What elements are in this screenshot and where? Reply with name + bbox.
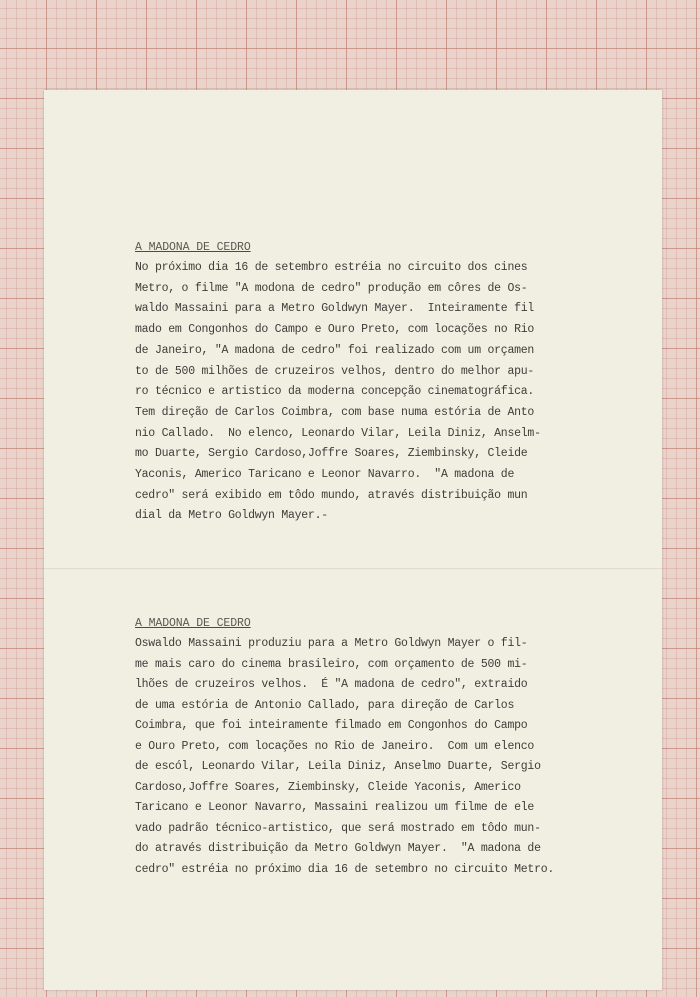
text-line: mado em Congonhos do Campo e Ouro Preto, com locações no Rio [135, 323, 535, 337]
text-line: Yaconis, Americo Taricano e Leonor Navarro. "A madona de [135, 468, 515, 482]
text-line: do através distribuição da Metro Goldwyn Mayer. "A madona de [135, 842, 541, 855]
text-line: cedro" será exibido em tôdo mundo, através distribuição mun [135, 488, 528, 502]
text-line: lhões de cruzeiros velhos. É "A madona de cedro", extraido [135, 678, 528, 691]
text-line: de Janeiro, "A madona de cedro" foi realizado com um orçamen [135, 343, 535, 357]
paper-sheet [44, 90, 662, 990]
press-note-1 [135, 238, 605, 527]
press-note-2-title: A MADONA DE CEDRO [135, 617, 251, 630]
text-line: Metro, o filme "A modona de cedro" produção em côres de Os- [135, 281, 528, 295]
text-line: to de 500 milhões de cruzeiros velhos, dentro do melhor apu- [135, 364, 535, 378]
text-line: mo Duarte, Sergio Cardoso,Joffre Soares, Ziembinsky, Cleide [135, 447, 528, 461]
text-line: No próximo dia 16 de setembro estréia no circuito dos cines [135, 261, 528, 274]
text-line: e Ouro Preto, com locações no Rio de Janeiro. Com um elenco [135, 739, 535, 753]
text-line: Taricano e Leonor Navarro, Massaini realizou um filme de ele [135, 801, 535, 814]
text-line: ro técnico e artistico da moderna concepção cinematográfica. [135, 385, 535, 399]
text-line: nio Callado. No elenco, Leonardo Vilar, Leila Diniz, Anselm- [135, 426, 541, 440]
text-line: Oswaldo Massaini produziu para a Metro Goldwyn Mayer o fil- [135, 637, 528, 650]
text-line: Cardoso,Joffre Soares, Ziembinsky, Cleide Yaconis, Americo [135, 780, 521, 794]
text-line: cedro" estréia no próximo dia 16 de setembro no circuito Metro. [135, 862, 555, 876]
text-line: waldo Massaini para a Metro Goldwyn Mayer. Inteiramente fil [135, 302, 535, 316]
text-line: vado padrão técnico-artistico, que será mostrado em tôdo mun- [135, 821, 541, 835]
text-line: Coimbra, que foi inteiramente filmado em Congonhos do Campo [135, 719, 528, 732]
text-line: de uma estória de Antonio Callado, para direção de Carlos [135, 698, 515, 712]
press-note-2 [135, 614, 605, 880]
text-line: dial da Metro Goldwyn Mayer.- [135, 509, 328, 523]
text-line: Tem direção de Carlos Coimbra, com base numa estória de Anto [135, 405, 535, 419]
text-line: me mais caro do cinema brasileiro, com orçamento de 500 mi- [135, 657, 528, 671]
press-note-1-title: A MADONA DE CEDRO [135, 241, 251, 254]
text-line: de escól, Leonardo Vilar, Leila Diniz, Anselmo Duarte, Sergio [135, 760, 541, 773]
